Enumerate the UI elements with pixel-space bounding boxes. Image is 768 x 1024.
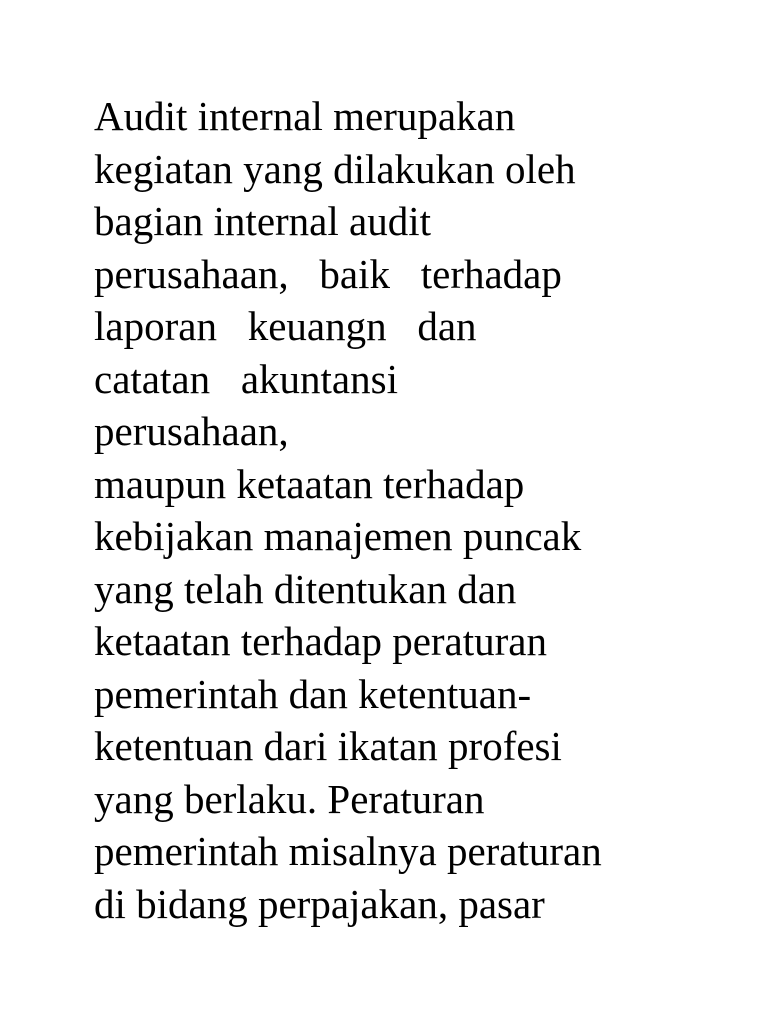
text-line: bagian internal audit — [94, 198, 431, 244]
text-line: perusahaan, baik terhadap — [94, 250, 562, 297]
text-line: ketaatan terhadap peraturan — [94, 618, 548, 664]
text-line: pemerintah dan ketentuan- — [94, 670, 532, 717]
text-line: kegiatan yang dilakukan oleh — [94, 145, 576, 192]
body-text — [94, 90, 734, 930]
text-line: di bidang perpajakan, pasar — [94, 880, 545, 927]
text-line: ketentuan dari ikatan profesi — [94, 723, 562, 769]
text-line: laporan keuangn dan — [94, 303, 477, 349]
text-line: kebijakan manajemen puncak — [94, 513, 582, 559]
text-line: pemerintah misalnya peraturan — [94, 828, 602, 874]
text-line: yang telah ditentukan dan — [94, 565, 517, 612]
text-line: yang berlaku. Peraturan — [94, 775, 485, 822]
text-line: catatan akuntansi — [94, 355, 398, 402]
text-line: Audit internal merupakan — [94, 93, 516, 139]
text-line: maupun ketaatan terhadap — [94, 460, 525, 507]
text-line: perusahaan, — [94, 408, 289, 454]
